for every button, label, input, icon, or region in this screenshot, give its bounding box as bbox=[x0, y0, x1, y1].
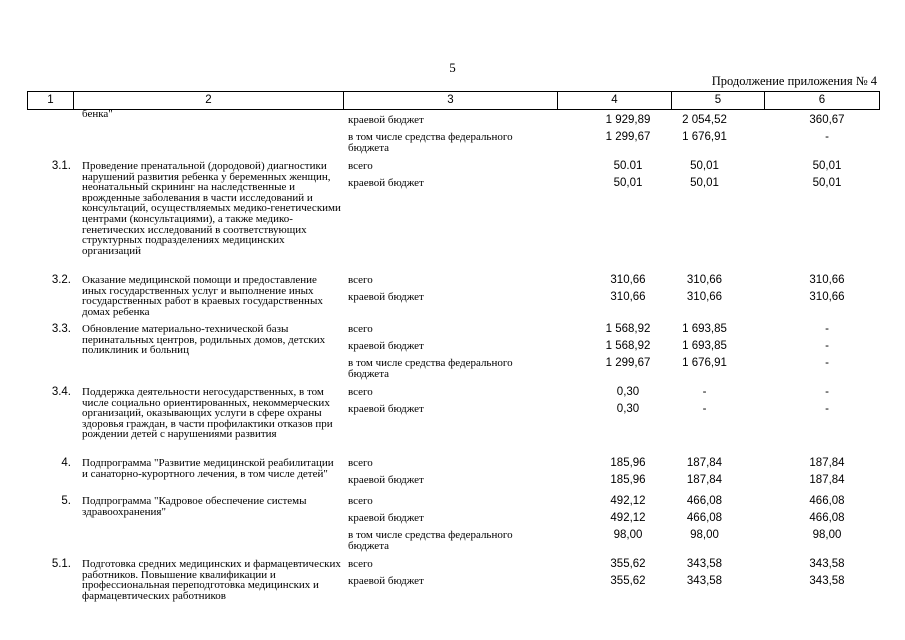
value-col5: 466,08 bbox=[686, 495, 723, 507]
value-col6: - bbox=[825, 357, 829, 369]
value-col5: 187,84 bbox=[686, 457, 723, 469]
row-number: 3.4. bbox=[51, 386, 71, 398]
value-col6: - bbox=[825, 323, 829, 335]
header-col-1: 1 bbox=[28, 92, 74, 109]
row-source: краевой бюджет bbox=[348, 403, 424, 415]
row-number: 3.2. bbox=[51, 274, 71, 286]
value-col6: 466,08 bbox=[809, 512, 845, 524]
value-col6: 310,66 bbox=[809, 291, 845, 303]
row-source: в том числе средства федерального бюджета bbox=[348, 357, 513, 380]
value-col4: 185,96 bbox=[610, 457, 646, 469]
row-number: 5. bbox=[61, 495, 71, 507]
value-col4: 185,96 bbox=[610, 474, 646, 486]
header-col-6: 6 bbox=[818, 94, 826, 106]
value-col5: 187,84 bbox=[686, 474, 723, 486]
row-name: Подпрограмма "Развитие медицинской реабилитации и санаторно-курортного лечения, в том числе детей" bbox=[82, 457, 334, 480]
value-col5: 2 054,52 bbox=[682, 114, 727, 126]
value-col5: 1 693,85 bbox=[682, 323, 727, 335]
value-col5: - bbox=[702, 386, 707, 398]
value-col5: 1 693,85 bbox=[682, 340, 727, 352]
value-col6: - bbox=[825, 131, 829, 143]
row-number: 5.1. bbox=[51, 558, 71, 570]
row-name: Оказание медицинской помощи и предоставление иных государственных услуг и выполнение иных государственных работ в краевых государственных домах ребенка bbox=[82, 274, 323, 318]
value-col5: 343,58 bbox=[686, 558, 723, 570]
value-col5: 50,01 bbox=[690, 177, 719, 189]
header-col-2: 2 bbox=[74, 92, 344, 109]
row-source: всего bbox=[348, 386, 373, 398]
value-col5: 98,00 bbox=[690, 529, 719, 541]
header-col-4: 4 bbox=[558, 92, 672, 109]
value-col4: 98,00 bbox=[613, 529, 643, 541]
header-col-5: 5 bbox=[672, 92, 765, 109]
value-col6: 466,08 bbox=[809, 495, 845, 507]
value-col6: - bbox=[825, 340, 829, 352]
value-col4: 1 299,67 bbox=[605, 131, 651, 143]
value-col4: 1 568,92 bbox=[605, 323, 651, 335]
value-col6: 343,58 bbox=[809, 558, 845, 570]
value-col4: 0,30 bbox=[616, 403, 640, 415]
value-col4: 310,66 bbox=[610, 291, 646, 303]
value-col6: 187,84 bbox=[809, 474, 845, 486]
value-col4: 355,62 bbox=[610, 558, 646, 570]
value-col6: 98,00 bbox=[812, 529, 842, 541]
page-number: 5 bbox=[449, 60, 456, 75]
header-col-3: 3 bbox=[344, 92, 558, 109]
row-source: в том числе средства федерального бюджета bbox=[348, 131, 513, 154]
value-col4: 1 568,92 bbox=[605, 340, 651, 352]
value-col5: 310,66 bbox=[686, 291, 723, 303]
row-source: краевой бюджет bbox=[348, 340, 424, 352]
row-number: 4. bbox=[61, 457, 71, 469]
value-col4: 50.01 bbox=[613, 160, 643, 172]
row-source: всего bbox=[348, 495, 373, 507]
row-source: краевой бюджет bbox=[348, 114, 424, 126]
value-col5: 1 676,91 bbox=[682, 357, 727, 369]
value-col5: 50,01 bbox=[690, 160, 719, 172]
value-col4: 492,12 bbox=[610, 512, 646, 524]
row-number: 3.1. bbox=[51, 160, 71, 172]
value-col6: 187,84 bbox=[809, 457, 845, 469]
value-col5: 1 676,91 bbox=[682, 131, 727, 143]
row-source: краевой бюджет bbox=[348, 512, 424, 524]
value-col6: 360,67 bbox=[809, 114, 845, 126]
value-col4: 1 929,89 bbox=[605, 114, 651, 126]
row-name: Обновление материально-технической базы перинатальных центров, родильных домов, детских поликлиник и больниц bbox=[82, 323, 326, 357]
value-col6: 50,01 bbox=[812, 160, 842, 172]
row-source: краевой бюджет bbox=[348, 474, 424, 486]
row-name: Подпрограмма "Кадровое обеспечение системы здравоохранения" bbox=[82, 495, 307, 518]
row-name: Подготовка средних медицинских и фармацевтических работников. Повышение квалификации и профессиональная переподготовка медицинских и фармацевтических работников bbox=[82, 558, 341, 602]
value-col6: 343,58 bbox=[809, 575, 845, 587]
row-source: всего bbox=[348, 558, 373, 570]
row-source: краевой бюджет bbox=[348, 177, 424, 189]
value-col4: 492,12 bbox=[610, 495, 646, 507]
value-col6: 50,01 bbox=[812, 177, 842, 189]
continuation-note: Продолжение приложения № 4 bbox=[711, 74, 877, 88]
row-source: краевой бюджет bbox=[348, 575, 424, 587]
value-col4: 355,62 bbox=[610, 575, 646, 587]
row-name: бенка" bbox=[82, 108, 113, 120]
row-number: 3.3. bbox=[51, 323, 71, 335]
value-col6: - bbox=[825, 403, 829, 415]
value-col4: 310,66 bbox=[610, 274, 646, 286]
value-col5: 310,66 bbox=[686, 274, 723, 286]
row-source: всего bbox=[348, 457, 373, 469]
value-col6: 310,66 bbox=[809, 274, 845, 286]
row-source: в том числе средства федерального бюджета bbox=[348, 529, 513, 552]
value-col6: - bbox=[825, 386, 829, 398]
row-name: Проведение пренатальной (дородовой) диагностики нарушений развития ребенка у беременных женщин, неонатальный скрининг на наследственные и врожденные заболевания в части исследований и консультаций, осуществляемых медико-генетическими центрами (консультациями), а также медико-генетических исследований в соответствующих структурных подразделениях медицинских организаций bbox=[82, 160, 341, 257]
value-col4: 50,01 bbox=[613, 177, 643, 189]
value-col5: - bbox=[702, 403, 707, 415]
row-source: всего bbox=[348, 323, 373, 335]
value-col5: 343,58 bbox=[686, 575, 723, 587]
value-col5: 466,08 bbox=[686, 512, 723, 524]
row-source: всего bbox=[348, 160, 373, 172]
row-source: всего bbox=[348, 274, 373, 286]
value-col4: 1 299,67 bbox=[605, 357, 651, 369]
value-col4: 0,30 bbox=[616, 386, 640, 398]
row-source: краевой бюджет bbox=[348, 291, 424, 303]
table-header bbox=[27, 91, 880, 110]
row-name: Поддержка деятельности негосударственных, в том числе социально ориентированных, некоммерческих организаций, оказывающих услуги в сфере охраны здоровья граждан, в части профилактики отказов при рождении детей с нарушениями развития bbox=[82, 386, 333, 441]
